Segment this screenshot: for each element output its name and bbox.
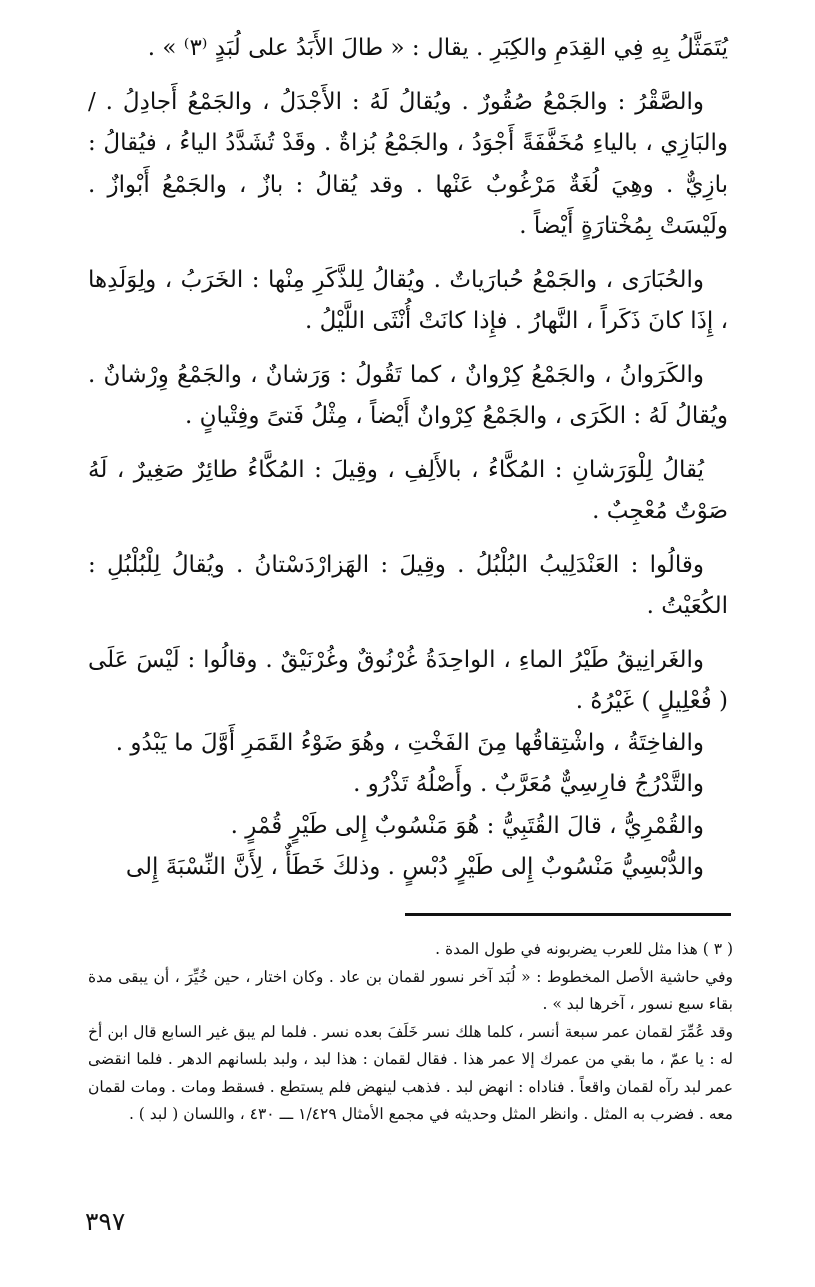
paragraph-3: والحُبَارَى ، والجَمْعُ حُبارَياتٌ . ويُقالُ لِلذَّكَرِ مِنْها : الخَرَبُ ، ولِوَلَدِها ، إِذَا كانَ ذَكَراً ، النَّهارُ . فإِذا كانَتْ أُنْثَى اللَّيْلُ . (88, 266, 728, 334)
footnotes (88, 936, 733, 1129)
paragraph-11: والدُّبْسِيُّ مَنْسُوبٌ إِلى طَيْرٍ دُبْسٍ . وذلكَ خَطَأٌ ، لِأَنَّ النِّسْبَةَ إِلى (125, 854, 704, 880)
paragraph-8: والفاخِتَةُ ، واشْتِقاقُها مِنَ الفَخْتِ ، وهُوَ ضَوْءُ القَمَرِ أَوَّلَ ما يَبْدُو . (115, 729, 704, 756)
paragraph-9: والتَّدْرُجُ فارِسِيٌّ مُعَرَّبٌ . وأَصْلُهُ تَذْرُو . (353, 771, 704, 797)
footnote-divider (405, 913, 731, 916)
page-number: ٣٩٧ (85, 1207, 126, 1236)
footnote-line-1: ( ٣ ) هذا مثل للعرب يضربونه في طول المدة . (435, 940, 733, 958)
paragraph-5: يُقالُ لِلْوَرَشانِ : المُكَّاءُ ، بالأَلِفِ ، وقِيلَ : المُكَّاءُ طائِرٌ صَغِيرٌ ، لَهُ صَوْتٌ مُعْجِبٌ . (88, 456, 728, 524)
paragraph-7: والغَرانِيقُ طَيْرُ الماءِ ، الواحِدَةُ غُرْنُوقٌ وغُرْنَيْقٌ . وقالُوا : لَيْسَ عَلَى ( فُعْلِيلٍ ) غَيْرُهُ . (88, 646, 728, 714)
paragraph-10: والقُمْرِيُّ ، قالَ القُتَبِيُّ : هُوَ مَنْسُوبٌ إِلى طَيْرٍ قُمْرٍ . (230, 812, 704, 839)
footnote-line-3: وقد عُمِّرَ لقمان عمر سبعة أنسر ، كلما هلك نسر خَلَفَ بعده نسر . فلما لم يبق غير السابع قال ابن أخ له : يا عمّ ، ما بقي من عمرك إلا عمر هذا . فقال لقمان : هذا لبد ، ولبد بلسانهم الدهر . فلما انقضى عمر لبد رآه لقمان واقعاً . فناداه : انهض لبد . فذهب لينهض فلم يستطع . فسقط ومات . ومات لقمان معه . فضرب به المثل . وانظر المثل وحديثه في مجمع الأمثال ١/٤٢٩ ـــ ٤٣٠ ، واللسان ( لبد ) . (88, 1022, 733, 1123)
main-text (88, 28, 728, 889)
footnote-line-2: وفي حاشية الأصل المخطوط : « لُبَد آخر نسور لقمان بن عاد . وكان اختار ، حين خُيِّرَ ، أن يبقى مدة بقاء سبع نسور ، آخرها لبد » . (88, 967, 733, 1013)
paragraph-2: والصَّقْرُ : والجَمْعُ صُقُورٌ . ويُقالُ لَهُ : الأَجْدَلُ ، والجَمْعُ أَجادِلُ . / والبَازِي ، بالياءِ مُخَفَّفَةً أَجْوَدُ ، والجَمْعُ بُزاةٌ . وقَدْ تُشَدَّدُ الياءُ ، فيُقالُ : بازِيٌّ . وهِيَ لُغَةٌ مَرْغُوبٌ عَنْها . وقد يُقالُ : بازٌ ، والجَمْعُ أَبْوازٌ . ولَيْسَتْ بِمُخْتارَةٍ أَيْضاً . (88, 88, 728, 239)
paragraph-1: يُتَمَثَّلُ بِهِ فِي القِدَمِ والكِبَرِ . يقال : « طالَ الأَبَدُ على لُبَدٍ ⁽٣⁾ » . (147, 35, 728, 61)
paragraph-4: والكَرَوانُ ، والجَمْعُ كِرْوانٌ ، كما تَقُولُ : وَرَشانٌ ، والجَمْعُ وِرْشانٌ . ويُقالُ لَهُ : الكَرَى ، والجَمْعُ كِرْوانٌ أَيْضاً ، مِثْلُ فَتىً وفِتْيانٍ . (88, 361, 728, 429)
paragraph-6: وقالُوا : العَنْدَلِيبُ البُلْبُلُ . وقِيلَ : الهَزارْدَسْتانُ . ويُقالُ لِلْبُلْبُلِ : الكُعَيْتُ . (88, 551, 728, 619)
